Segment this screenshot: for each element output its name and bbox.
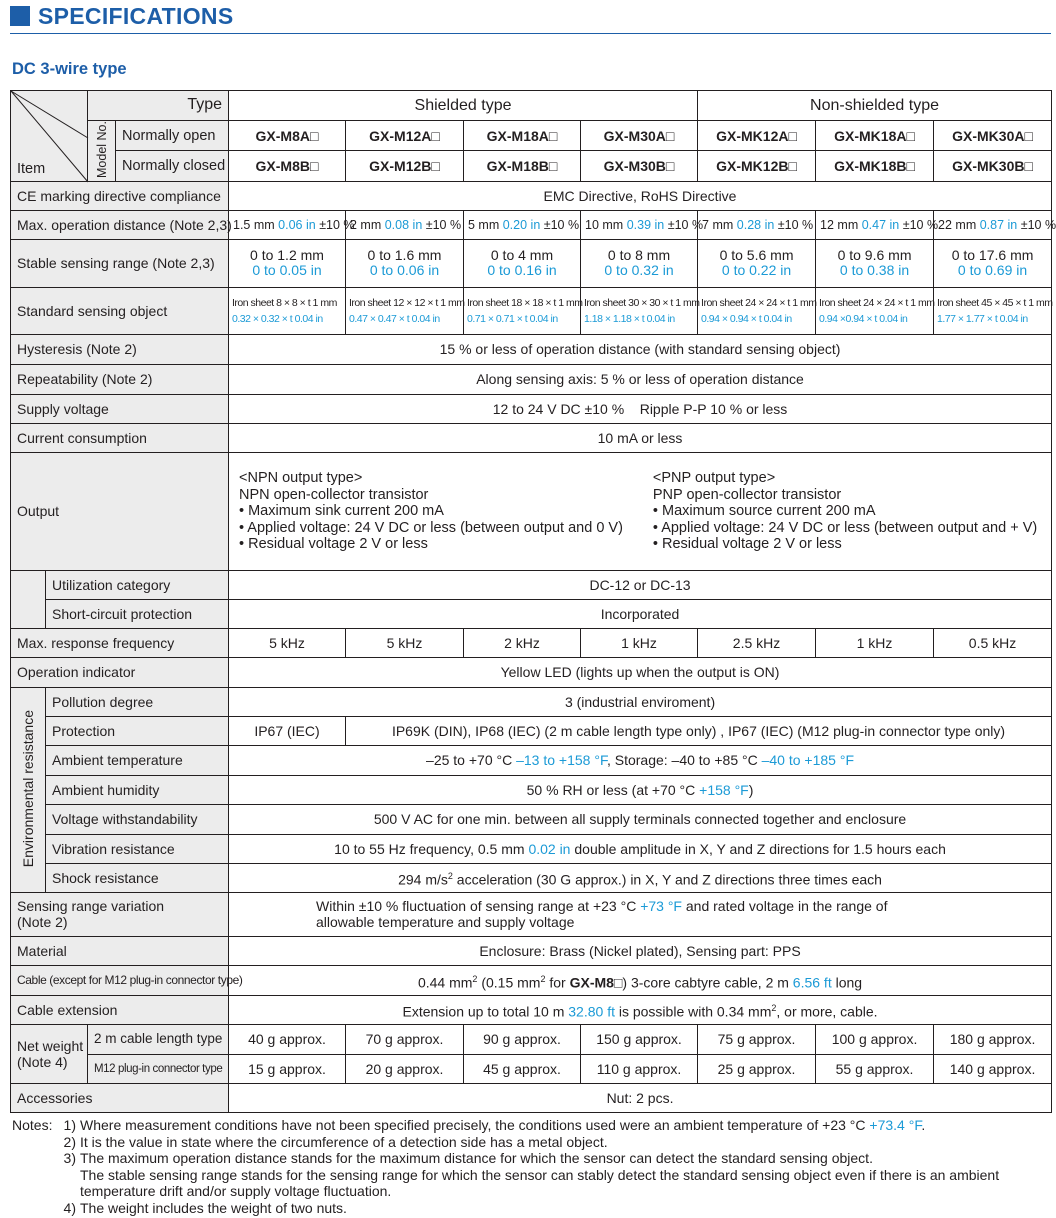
model-open-7: GX-MK30A□ — [934, 121, 1052, 151]
model-closed-4: GX-M30B□ — [581, 151, 698, 182]
model-closed-1: GX-M8B□ — [229, 151, 346, 182]
model-open-1: GX-M8A□ — [229, 121, 346, 151]
weight-cable-cell: 180 g approx. — [934, 1024, 1052, 1054]
standard-object-row — [11, 287, 1052, 334]
row-label-sensing-variation: Sensing range variation (Note 2) — [11, 892, 229, 936]
weight-cable-cell: 75 g approx. — [698, 1024, 816, 1054]
env-resistance-group — [11, 687, 46, 892]
freq-cell: 1 kHz — [816, 628, 934, 657]
model-closed-3: GX-M18B□ — [464, 151, 581, 182]
max-distance-row — [11, 210, 1052, 239]
model-closed-7: GX-MK30B□ — [934, 151, 1052, 182]
voltage-withstandability-value: 500 V AC for one min. between all supply terminals connected together and enclosure — [229, 804, 1052, 834]
row-label-shock: Shock resistance — [46, 863, 229, 892]
note-4: 4) The weight includes the weight of two nuts. — [63, 1199, 347, 1216]
ambient-humidity-value: 50 % RH or less (at +70 °C +158 °F) — [229, 775, 1052, 804]
cable-value: 0.44 $mm^2$ (0.15 $mm^2$ for GX-M8□) 3-core cabtyre cable, 2 m 6.56 ft long — [229, 965, 1052, 995]
row-label-short-circuit: Short-circuit protection — [46, 599, 229, 628]
vibration-value: 10 to 55 Hz frequency, 0.5 mm 0.02 in double amplitude in X, Y and Z directions for 1.5 hours each — [229, 834, 1052, 863]
standard-object-cell: Iron sheet 24 × 24 × t 1 mm 0.94 × 0.94 × t 0.04 in — [698, 287, 816, 334]
ce-value: EMC Directive, RoHS Directive — [229, 181, 1052, 210]
note-1: Notes: 1) Where measurement conditions have not been specified precisely, the conditions used were an ambient temperature of +23 °C +73.4 °F. — [12, 1117, 926, 1133]
env-resistance-label: Environmental resistance — [20, 709, 36, 868]
row-label-stable-range: Stable sensing range (Note 2,3) — [11, 239, 229, 287]
stable-range-cell: 0 to 1.6 mm 0 to 0.06 in — [346, 239, 464, 287]
max-distance-cell: 2 mm 0.08 in ±10 % — [346, 210, 464, 239]
type-corner-cell — [88, 91, 229, 121]
section-header — [10, 2, 233, 30]
weight-cable-cell: 90 g approx. — [464, 1024, 581, 1054]
row-label-utilization: Utilization category — [46, 570, 229, 599]
pnp-output-block: <PNP output type> PNP open-collector transistor • Maximum source current 200 mA • Applied voltage: 24 V DC or less (between output and + V) • Residual voltage 2 V or less — [652, 470, 1038, 553]
row-label-vibration: Vibration resistance — [46, 834, 229, 863]
supply-voltage-value: 12 to 24 V DC ±10 % Ripple P-P 10 % or less — [229, 394, 1052, 423]
freq-cell: 5 kHz — [346, 628, 464, 657]
page-title: SPECIFICATIONS — [38, 2, 234, 29]
npn-output-block: <NPN output type> NPN open-collector transistor • Maximum sink current 200 mA • Applied voltage: 24 V DC or less (between output and 0 V) • Residual voltage 2 V or less — [239, 470, 623, 553]
freq-cell: 1 kHz — [581, 628, 698, 657]
stable-range-cell: 0 to 5.6 mm 0 to 0.22 in — [698, 239, 816, 287]
repeatability-value: Along sensing axis: 5 % or less of operation distance — [229, 364, 1052, 394]
row-label-net-weight: Net weight (Note 4) — [11, 1024, 88, 1083]
row-label-ce: CE marking directive compliance — [11, 181, 229, 210]
freq-cell: 0.5 kHz — [934, 628, 1052, 657]
freq-cell: 2.5 kHz — [698, 628, 816, 657]
max-distance-cell: 12 mm 0.47 in ±10 % — [816, 210, 934, 239]
note-2: 2) It is the value in state where the circumference of a detection side has a metal object. — [63, 1133, 608, 1150]
cable-extension-value: Extension up to total 10 m 32.80 ft is possible with 0.34 $mm^2$, or more, cable. — [229, 995, 1052, 1024]
weight-cable-cell: 40 g approx. — [229, 1024, 346, 1054]
protection-m8-value: IP67 (IEC) — [229, 716, 346, 745]
type-label: Type — [187, 96, 222, 113]
shielded-group-header: Shielded type — [229, 91, 698, 121]
normally-closed-label: Normally closed — [116, 151, 229, 182]
weight-connector-cell: 140 g approx. — [934, 1054, 1052, 1083]
max-distance-cell: 5 mm 0.20 in ±10 % — [464, 210, 581, 239]
max-distance-cell: 7 mm 0.28 in ±10 % — [698, 210, 816, 239]
short-circuit-value: Incorporated — [229, 599, 1052, 628]
pollution-value: 3 (industrial enviroment) — [229, 687, 1052, 716]
model-open-3: GX-M18A□ — [464, 121, 581, 151]
ambient-temperature-value: –25 to +70 °C –13 to +158 °F, Storage: –40 to +85 °C –40 to +185 °F — [229, 745, 1052, 775]
note-3: 3) The maximum operation distance stands for the maximum distance for which the sensor can detect the standard sensing object. The stable sensing range stands for the sensing range for which the sensor can stably detect the standard sensing object even if there is an ambient temperature drift and/or supply voltage fluctuation. — [63, 1150, 1000, 1199]
standard-object-cell: Iron sheet 24 × 24 × t 1 mm 0.94 ×0.94 × t 0.04 in — [816, 287, 934, 334]
row-label-cable: Cable (except for M12 plug-in connector type) — [11, 965, 229, 995]
material-value: Enclosure: Brass (Nickel plated), Sensing part: PPS — [229, 936, 1052, 965]
model-open-4: GX-M30A□ — [581, 121, 698, 151]
row-label-ambient-humidity: Ambient humidity — [46, 775, 229, 804]
model-no-cell — [88, 121, 116, 182]
model-open-6: GX-MK18A□ — [816, 121, 934, 151]
standard-object-cell: Iron sheet 18 × 18 × t 1 mm 0.71 × 0.71 × t 0.04 in — [464, 287, 581, 334]
row-label-voltage-withstandability: Voltage withstandability — [46, 804, 229, 834]
protection-other-value: IP69K (DIN), IP68 (IEC) (2 m cable length type only) , IP67 (IEC) (M12 plug-in connector type only) — [346, 716, 1052, 745]
weight-connector-cell: 55 g approx. — [816, 1054, 934, 1083]
utilization-value: DC-12 or DC-13 — [229, 570, 1052, 599]
weight-cable-cell: 150 g approx. — [581, 1024, 698, 1054]
weight-connector-cell: 110 g approx. — [581, 1054, 698, 1083]
row-label-pollution: Pollution degree — [46, 687, 229, 716]
row-label-standard-object: Standard sensing object — [11, 287, 229, 334]
weight-connector-cell: 25 g approx. — [698, 1054, 816, 1083]
row-label-supply-voltage: Supply voltage — [11, 394, 229, 423]
operation-indicator-value: Yellow LED (lights up when the output is ON) — [229, 657, 1052, 687]
max-distance-cell: 10 mm 0.39 in ±10 % — [581, 210, 698, 239]
weight-connector-cell: 45 g approx. — [464, 1054, 581, 1083]
model-open-5: GX-MK12A□ — [698, 121, 816, 151]
accessories-value: Nut: 2 pcs. — [229, 1083, 1052, 1112]
stable-range-cell: 0 to 17.6 mm 0 to 0.69 in — [934, 239, 1052, 287]
item-label: Item — [17, 160, 46, 177]
weight-connector-cell: 15 g approx. — [229, 1054, 346, 1083]
row-label-output: Output — [11, 452, 229, 570]
stable-range-cell: 0 to 1.2 mm 0 to 0.05 in — [229, 239, 346, 287]
weight-cable-cell: 70 g approx. — [346, 1024, 464, 1054]
freq-cell: 5 kHz — [229, 628, 346, 657]
notes-section — [12, 1117, 999, 1216]
row-label-operation-indicator: Operation indicator — [11, 657, 229, 687]
row-label-hysteresis: Hysteresis (Note 2) — [11, 334, 229, 364]
header-square-icon — [10, 6, 30, 26]
row-label-cable-extension: Cable extension — [11, 995, 229, 1024]
max-distance-cell: 1.5 mm 0.06 in ±10 % — [229, 210, 346, 239]
header-rule — [10, 33, 1051, 34]
row-label-weight-cable: 2 m cable length type — [88, 1024, 229, 1054]
non-shielded-group-header: Non-shielded type — [698, 91, 1052, 121]
stable-range-cell: 0 to 9.6 mm 0 to 0.38 in — [816, 239, 934, 287]
normally-open-label: Normally open — [116, 121, 229, 151]
stable-range-row — [11, 239, 1052, 287]
max-distance-cell: 22 mm 0.87 in ±10 % — [934, 210, 1052, 239]
output-value — [229, 452, 1052, 570]
weight-connector-cell: 20 g approx. — [346, 1054, 464, 1083]
standard-object-cell: Iron sheet 12 × 12 × t 1 mm 0.47 × 0.47 × t 0.04 in — [346, 287, 464, 334]
output-sub-spacer — [11, 599, 46, 628]
row-label-current-consumption: Current consumption — [11, 423, 229, 452]
sensing-variation-value: Within ±10 % fluctuation of sensing range at +23 °C +73 °F and rated voltage in the range of allowable temperature and supply voltage — [229, 892, 1052, 936]
model-closed-6: GX-MK18B□ — [816, 151, 934, 182]
row-label-material: Material — [11, 936, 229, 965]
row-label-ambient-temperature: Ambient temperature — [46, 745, 229, 775]
stable-range-cell: 0 to 8 mm 0 to 0.32 in — [581, 239, 698, 287]
freq-cell: 2 kHz — [464, 628, 581, 657]
hysteresis-value: 15 % or less of operation distance (with standard sensing object) — [229, 334, 1052, 364]
standard-object-cell: Iron sheet 8 × 8 × t 1 mm 0.32 × 0.32 × t 0.04 in — [229, 287, 346, 334]
row-label-weight-connector: M12 plug-in connector type — [88, 1054, 229, 1083]
output-sub-spacer — [11, 570, 46, 599]
section-subtitle: DC 3-wire type — [12, 60, 127, 78]
spec-table — [10, 90, 1056, 1113]
model-open-2: GX-M12A□ — [346, 121, 464, 151]
model-closed-5: GX-MK12B□ — [698, 151, 816, 182]
row-label-repeatability: Repeatability (Note 2) — [11, 364, 229, 394]
header-corner-cell — [11, 91, 88, 182]
row-label-protection: Protection — [46, 716, 229, 745]
current-consumption-value: 10 mA or less — [229, 423, 1052, 452]
model-closed-2: GX-M12B□ — [346, 151, 464, 182]
row-label-response-frequency: Max. response frequency — [11, 628, 229, 657]
stable-range-cell: 0 to 4 mm 0 to 0.16 in — [464, 239, 581, 287]
standard-object-cell: Iron sheet 30 × 30 × t 1 mm 1.18 × 1.18 × t 0.04 in — [581, 287, 698, 334]
shock-value: 294 $m/s^2$ acceleration (30 G approx.) in X, Y and Z directions three times each — [229, 863, 1052, 892]
row-label-accessories: Accessories — [11, 1083, 229, 1112]
weight-cable-cell: 100 g approx. — [816, 1024, 934, 1054]
standard-object-cell: Iron sheet 45 × 45 × t 1 mm 1.77 × 1.77 × t 0.04 in — [934, 287, 1052, 334]
model-no-label: Model No. — [94, 121, 109, 178]
row-label-max-distance: Max. operation distance (Note 2,3) — [11, 210, 229, 239]
